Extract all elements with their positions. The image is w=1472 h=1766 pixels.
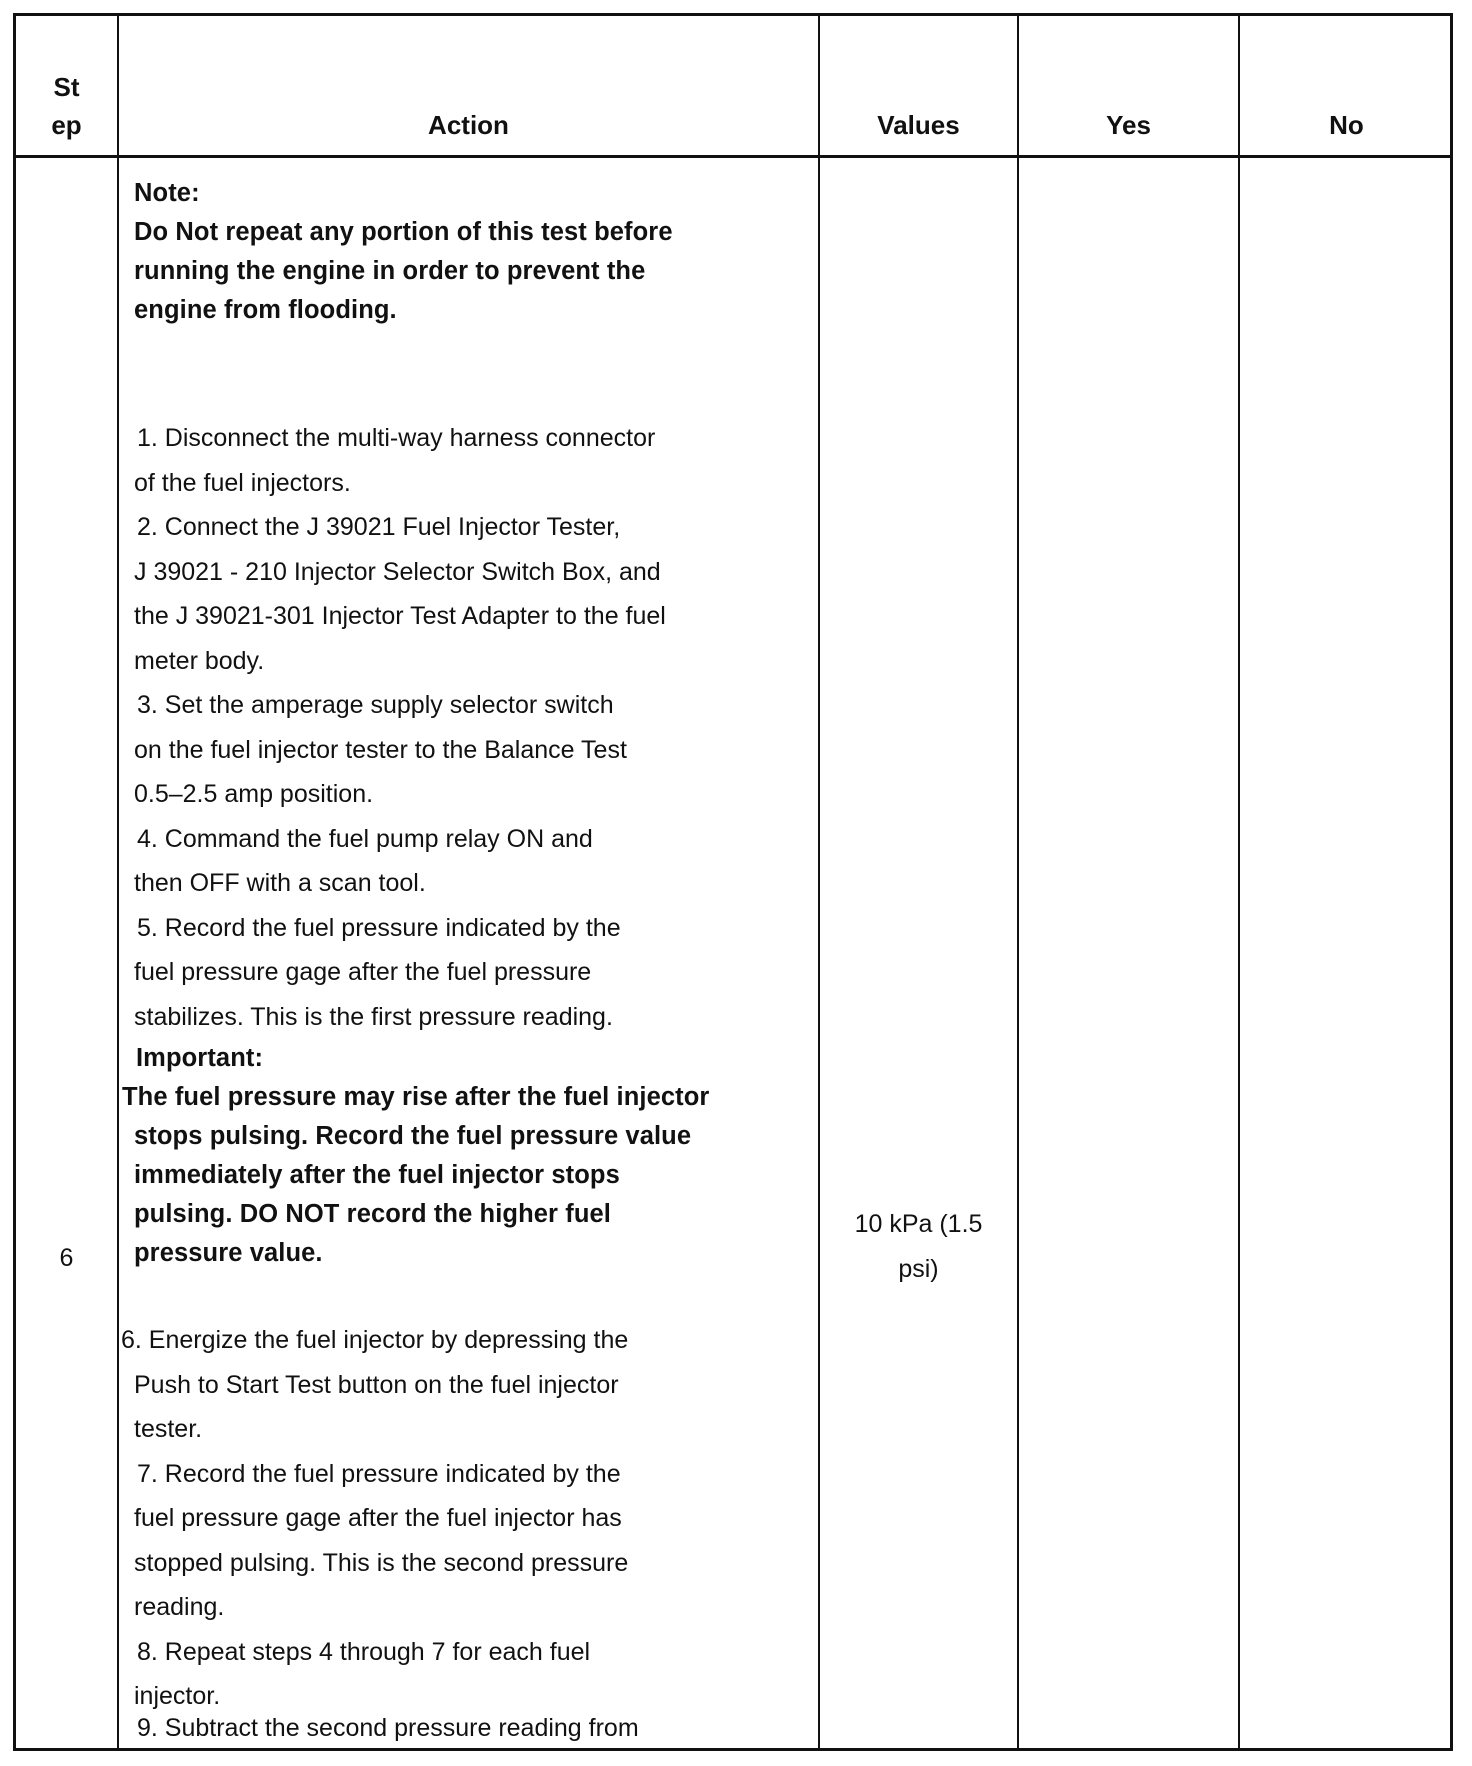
step-line: 8. Repeat steps 4 through 7 for each fuel (137, 1638, 591, 1666)
column-divider (117, 16, 119, 1748)
note-line: engine from flooding. (134, 296, 397, 324)
column-divider (818, 16, 820, 1748)
step-line: 5. Record the fuel pressure indicated by the (137, 914, 621, 942)
step-line: meter body. (134, 647, 265, 675)
important-line: immediately after the fuel injector stops (134, 1161, 620, 1189)
header-step (16, 68, 117, 144)
header-yes: Yes (1106, 110, 1151, 140)
header-step-line2: ep (51, 110, 82, 140)
step-line: 7. Record the fuel pressure indicated by the (137, 1460, 621, 1488)
step-line: then OFF with a scan tool. (134, 869, 426, 897)
step-line: on the fuel injector tester to the Balance Test (134, 736, 627, 764)
note-line: running the engine in order to prevent the (134, 257, 646, 285)
note-line: Do Not repeat any portion of this test before (134, 218, 673, 246)
step-line: 1. Disconnect the multi-way harness connector (137, 424, 656, 452)
header-no: No (1329, 110, 1364, 140)
value-line: psi) (898, 1255, 939, 1283)
step-line: injector. (134, 1682, 221, 1710)
step-line: tester. (134, 1415, 203, 1443)
procedure-table (13, 13, 1453, 1751)
step-line: 2. Connect the J 39021 Fuel Injector Tester, (137, 513, 621, 541)
important-label: Important: (136, 1044, 264, 1072)
important-line: stops pulsing. Record the fuel pressure value (134, 1122, 692, 1150)
step-line: fuel pressure gage after the fuel injector has (134, 1504, 622, 1532)
header-action: Action (428, 110, 509, 140)
step-line: stabilizes. This is the first pressure reading. (134, 1003, 613, 1031)
header-step-line1: St (53, 72, 80, 102)
step-line: 6. Energize the fuel injector by depressing the (121, 1326, 629, 1354)
step-line: 3. Set the amperage supply selector switch (137, 691, 614, 719)
important-line: pressure value. (134, 1239, 323, 1267)
step-line: of the fuel injectors. (134, 469, 351, 497)
step-line: J 39021 - 210 Injector Selector Switch Box, and (134, 558, 661, 586)
value-cell (820, 1202, 1017, 1292)
note-label: Note: (134, 179, 200, 207)
value-line: 10 kPa (1.5 (854, 1210, 983, 1238)
step-line: the J 39021-301 Injector Test Adapter to the fuel (134, 602, 666, 630)
important-line: pulsing. DO NOT record the higher fuel (134, 1200, 611, 1228)
header-divider (16, 155, 1450, 158)
step-line: fuel pressure gage after the fuel pressure (134, 958, 592, 986)
step-number: 6 (59, 1244, 74, 1272)
step-line: 9. Subtract the second pressure reading from (137, 1714, 639, 1742)
step-line: Push to Start Test button on the fuel injector (134, 1371, 619, 1399)
step-line: stopped pulsing. This is the second pressure (134, 1549, 629, 1577)
header-values: Values (877, 110, 960, 140)
column-divider (1238, 16, 1240, 1748)
important-line: The fuel pressure may rise after the fuel injector (122, 1083, 710, 1111)
column-divider (1017, 16, 1019, 1748)
step-line: 0.5–2.5 amp position. (134, 780, 374, 808)
step-line: 4. Command the fuel pump relay ON and (137, 825, 593, 853)
step-line: reading. (134, 1593, 225, 1621)
